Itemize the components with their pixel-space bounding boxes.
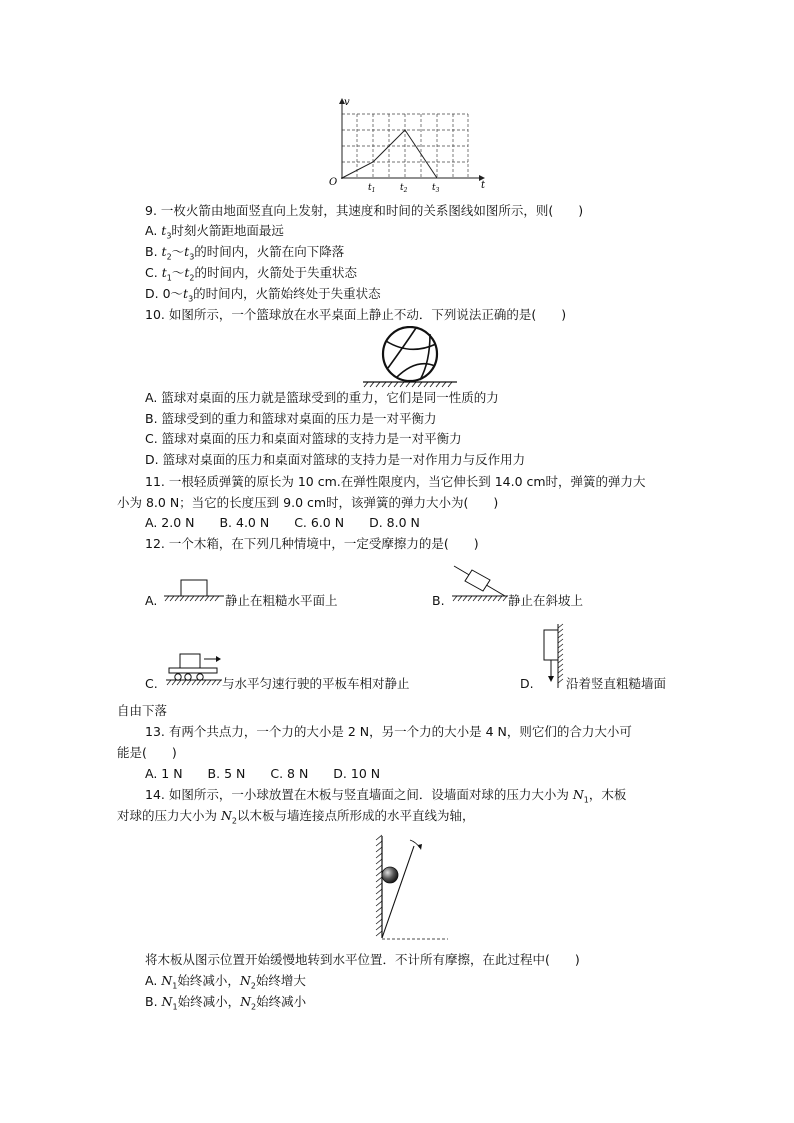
t1-label: $t_1$ [368, 183, 376, 194]
q13-line2: 能是( ) [117, 745, 177, 760]
board [382, 846, 414, 938]
t3-label: $t_3$ [432, 183, 440, 194]
velocity-time-graph [328, 93, 496, 195]
q14-line1: 14. 如图所示，一小球放置在木板与竖直墙面之间．设墙面对球的压力大小为 $N_1$，木板 [145, 787, 627, 805]
q11-line2: 小为 8.0 N；当它的长度压到 9.0 cm时，该弹簧的弹力大小为( ) [117, 495, 499, 510]
q12-option-d-continued: 自由下落 [117, 703, 168, 718]
q9-option-b: B. $t_2\sim t_3$的时间内，火箭在向下降落 [145, 244, 345, 262]
q12-option-d-text: 沿着竖直粗糙墙面 [566, 676, 667, 691]
rotation-arrow [410, 840, 420, 848]
q10-option-d: D. 篮球对桌面的压力和桌面对篮球的支持力是一对作用力与反作用力 [145, 452, 526, 467]
q14-option-a: A. $N_1$始终减小，$N_2$始终增大 [145, 973, 306, 991]
origin-label: O [329, 177, 338, 188]
q13-options: A. 1 N B. 5 N C. 8 N D. 10 N [145, 766, 381, 781]
box-on-incline [450, 560, 510, 604]
box-on-flatbed-cart [166, 651, 224, 689]
box-on-vertical-wall [536, 622, 570, 690]
velocity-curve [342, 130, 437, 178]
q9-option-d: D. $0\sim t_3$的时间内，火箭始终处于失重状态 [145, 286, 381, 304]
ball-wall-board-figure [370, 832, 452, 944]
q10-option-a: A. 篮球对桌面的压力就是篮球受到的重力，它们是同一性质的力 [145, 390, 499, 405]
q14-line3: 将木板从图示位置开始缓慢地转到水平位置．不计所有摩擦，在此过程中( ) [145, 952, 580, 967]
q10-option-c: C. 篮球对桌面的压力和桌面对篮球的支持力是一对平衡力 [145, 431, 462, 446]
q12-option-d-label: D. [520, 676, 534, 691]
q9-option-a: A. $t_3$时刻火箭距地面最远 [145, 223, 284, 241]
box-on-horizontal-surface [164, 578, 226, 604]
q9-option-c: C. $t_1\sim t_2$的时间内，火箭处于失重状态 [145, 265, 357, 283]
q12-option-c-text: 与水平匀速行驶的平板车相对静止 [222, 676, 410, 691]
basketball-figure [360, 326, 460, 390]
q11-options: A. 2.0 N B. 4.0 N C. 6.0 N D. 8.0 N [145, 515, 420, 530]
q12-option-c-label: C. [145, 676, 158, 691]
q12-option-b-text: 静止在斜坡上 [508, 593, 584, 608]
t2-label: $t_2$ [400, 183, 408, 194]
t-axis-label: t [481, 180, 486, 191]
q12-stem: 12. 一个木箱，在下列几种情境中，一定受摩擦力的是( ) [145, 536, 479, 551]
q10-option-b: B. 篮球受到的重力和篮球对桌面的压力是一对平衡力 [145, 411, 437, 426]
v-axis-label: v [344, 97, 350, 108]
q12-option-a-label: A. [145, 593, 158, 608]
q12-option-b-label: B. [432, 593, 445, 608]
q13-line1: 13. 有两个共点力，一个力的大小是 2 N，另一个力的大小是 4 N，则它们的合力大小可 [145, 724, 632, 739]
q11-line1: 11. 一根轻质弹簧的原长为 10 cm.在弹性限度内，当它伸长到 14.0 cm时，弹簧的弹力大 [145, 474, 646, 489]
q14-line2: 对球的压力大小为 $N_2$以木板与墙连接点所形成的水平直线为轴， [117, 808, 475, 826]
q9-stem: 9. 一枚火箭由地面竖直向上发射，其速度和时间的关系图线如图所示，则( ) [145, 203, 584, 218]
q10-stem: 10. 如图所示，一个篮球放在水平桌面上静止不动．下列说法正确的是( ) [145, 307, 567, 322]
q14-option-b: B. $N_1$始终减小，$N_2$始终减小 [145, 994, 307, 1012]
q12-option-a-text: 静止在粗糙水平面上 [225, 593, 338, 608]
ball-icon [382, 867, 398, 883]
